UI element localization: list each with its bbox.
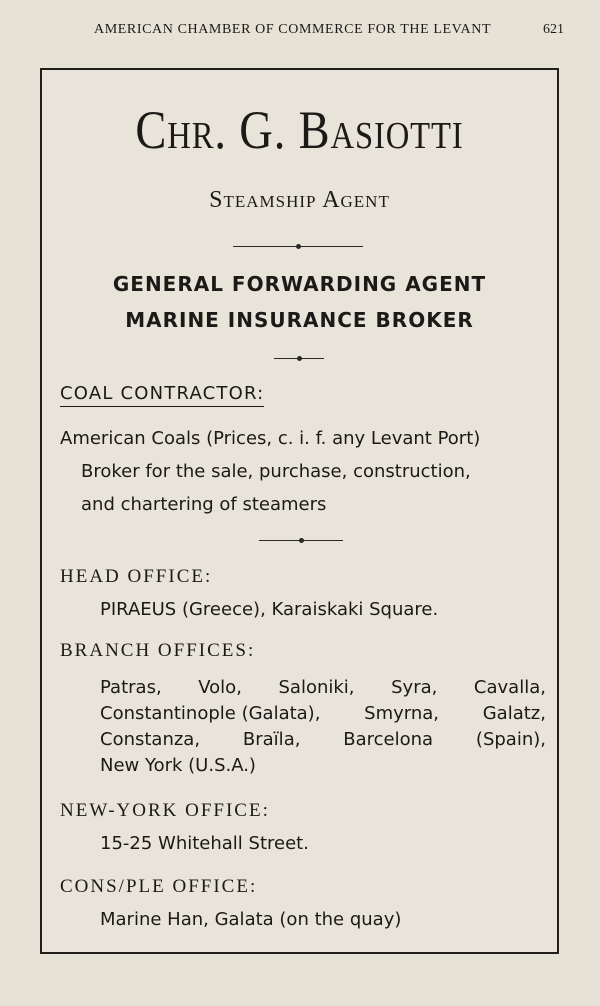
branch-row (100, 675, 546, 701)
branch-city: Braïla, (242, 729, 301, 750)
branch-city: Syra, (391, 677, 438, 698)
head-office-heading: HEAD OFFICE: (60, 566, 213, 587)
divider-1 (233, 246, 363, 247)
head-office-address: PIRAEUS (Greece), Karaiskaki Square. (100, 599, 439, 620)
service-insurance: MARINE INSURANCE BROKER (125, 308, 474, 332)
branch-offices-list (100, 675, 546, 779)
page-number: 621 (543, 22, 564, 37)
branch-city: Constantinople (Galata), (100, 703, 321, 724)
company-subtitle: Steamship Agent (209, 187, 390, 213)
branch-city: (Spain), (475, 729, 546, 750)
branch-city: Constanza, (100, 729, 201, 750)
running-head (0, 20, 600, 44)
coal-line-1: American Coals (Prices, c. i. f. any Levant Port) (60, 428, 481, 449)
branch-city: Smyrna, (364, 703, 440, 724)
branch-city: Volo, (198, 677, 242, 698)
branch-city: New York (U.S.A.) (100, 755, 256, 776)
divider-dot (299, 538, 304, 543)
branch-row (100, 701, 546, 727)
cons-office-heading: CONS/PLE OFFICE: (60, 876, 258, 897)
divider-3 (259, 540, 343, 541)
service-forwarding: GENERAL FORWARDING AGENT (112, 272, 487, 296)
new-york-office-heading: NEW-YORK OFFICE: (60, 800, 270, 821)
branch-row (100, 727, 546, 753)
branch-city: Cavalla, (473, 677, 546, 698)
running-head-title: AMERICAN CHAMBER OF COMMERCE FOR THE LEVANT (94, 22, 492, 37)
branch-city: Galatz, (482, 703, 546, 724)
branch-city: Saloniki, (278, 677, 355, 698)
coal-line-2: Broker for the sale, purchase, construction, (81, 461, 471, 482)
coal-contractor-label: COAL CONTRACTOR: (60, 383, 264, 407)
branch-city: Patras, (100, 677, 162, 698)
new-york-office-address: 15-25 Whitehall Street. (100, 833, 309, 854)
coal-line-3: and chartering of steamers (81, 494, 327, 515)
cons-office-address: Marine Han, Galata (on the quay) (100, 909, 402, 930)
divider-dot (297, 356, 302, 361)
divider-2 (274, 358, 324, 359)
divider-dot (296, 244, 301, 249)
branch-city: Barcelona (343, 729, 434, 750)
branch-row (100, 753, 546, 779)
company-name: Chr. G. Basiotti (135, 100, 464, 160)
branch-offices-heading: BRANCH OFFICES: (60, 640, 256, 661)
advertisement-box (40, 68, 559, 954)
